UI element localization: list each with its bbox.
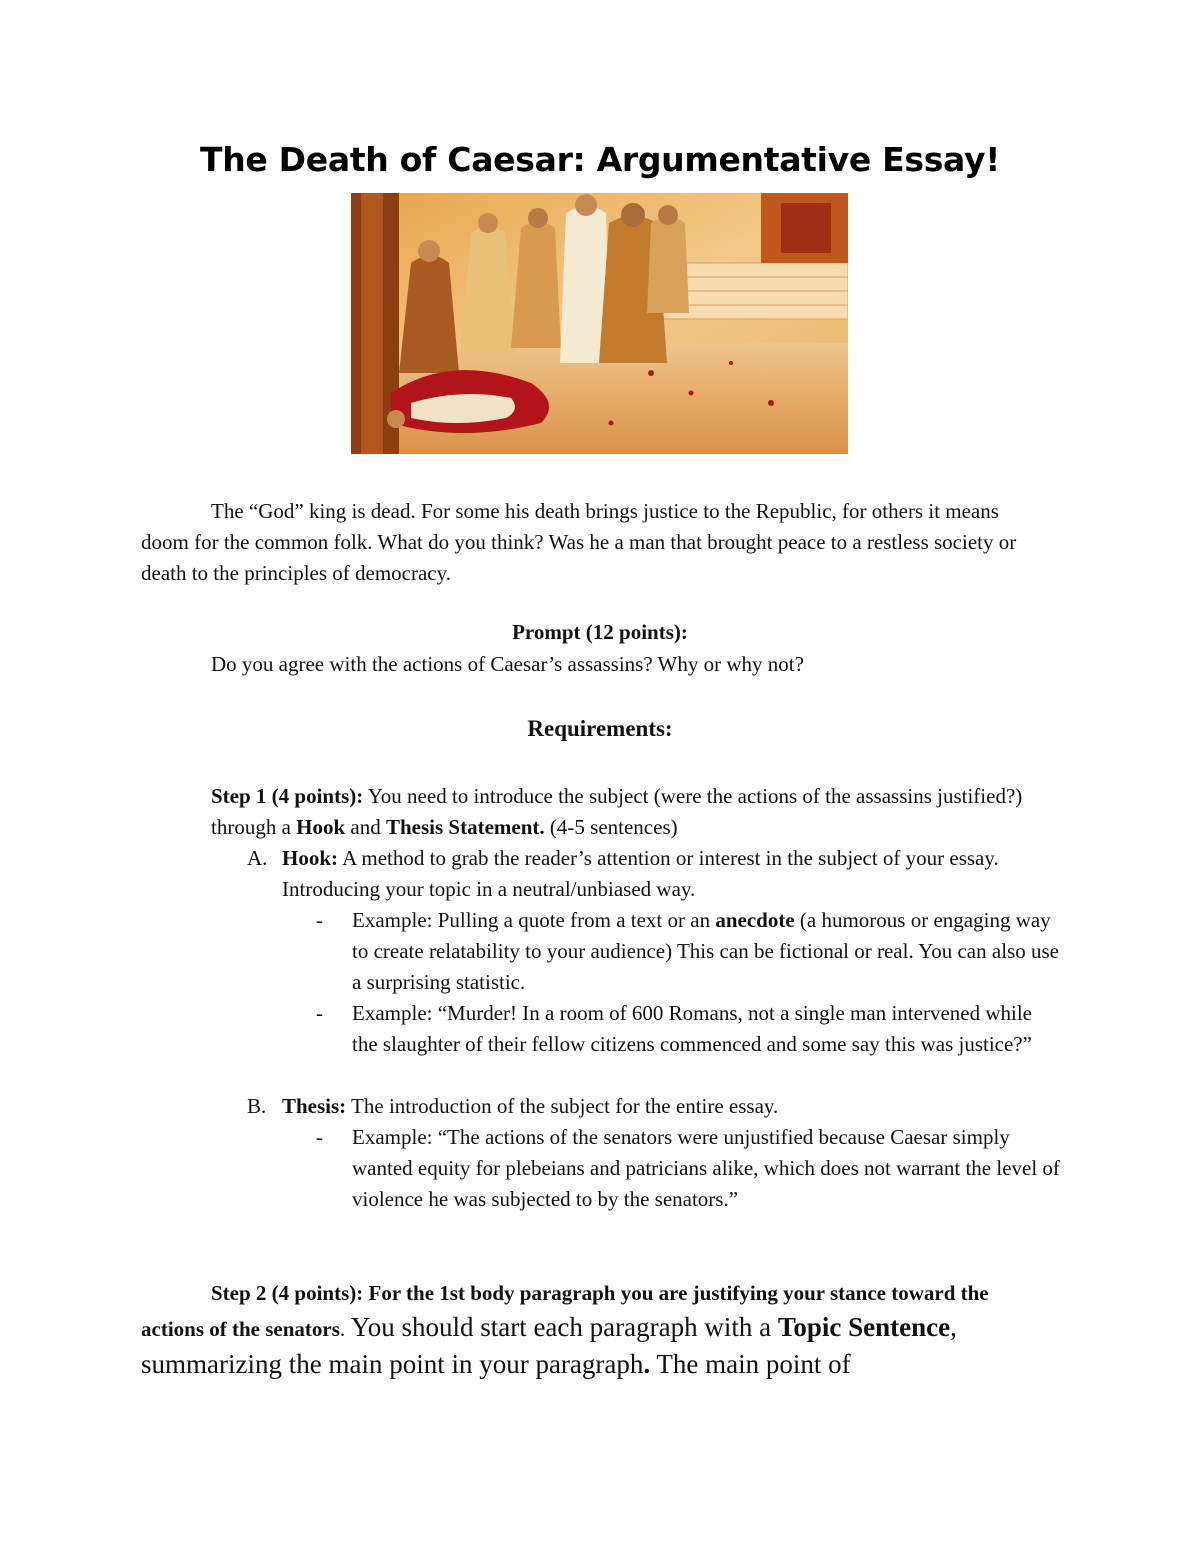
hook-ex1-marker: - — [316, 908, 323, 932]
hook-label: Hook: — [282, 846, 339, 870]
thesis-text: The introduction of the subject for the entire essay. — [346, 1094, 779, 1118]
thesis-item — [247, 1091, 1057, 1122]
step1-hook-word: Hook — [296, 815, 346, 839]
step1-text-b: (4-5 sentences) — [544, 815, 678, 839]
step1-text-a: You need to introduce the subject (were the actions of the assassins justified?) through a — [211, 784, 1023, 839]
hook-ex2-text: Example: “Murder! In a room of 600 Romans, not a single man intervened while the slaughter of their fellow citizens commenced and some say this was justice?” — [352, 1001, 1032, 1056]
hook-ex2-marker: - — [316, 1001, 323, 1025]
prompt-question: Do you agree with the actions of Caesar’s assassins? Why or why not? — [211, 652, 804, 676]
step2-text-c: The main point of — [650, 1349, 851, 1379]
requirements-heading: Requirements: — [527, 716, 673, 741]
hook-ex1-text-a: Example: Pulling a quote from a text or an — [352, 908, 716, 932]
hook-ex1-text-b: (a humorous or engaging way to create relatability to your audience) This can be fictional or real. You can also use a surprising statistic. — [352, 908, 1059, 994]
step2-paragraph — [141, 1278, 1051, 1383]
step2-text-b: , summarizing the main point in your paragraph — [141, 1312, 957, 1379]
step1-label: Step 1 (4 points): — [211, 784, 364, 808]
hook-example-1 — [316, 905, 1061, 998]
step1-thesis-word: Thesis Statement. — [386, 815, 545, 839]
step2-text-a: You should start each paragraph with a — [345, 1312, 778, 1342]
step2-period2: . — [643, 1349, 651, 1379]
thesis-ex-text: Example: “The actions of the senators were unjustified because Caesar simply wanted equity for plebeians and patricians alike, which does not warrant the level of violence he was subjected to by the senators.” — [352, 1125, 1060, 1211]
step1-paragraph — [211, 781, 1041, 843]
prompt-heading: Prompt (12 points): — [512, 620, 688, 644]
thesis-ex-marker: - — [316, 1125, 323, 1149]
thesis-example — [316, 1122, 1061, 1215]
hook-ex1-anecdote: anecdote — [715, 908, 795, 932]
intro-paragraph — [141, 496, 1041, 589]
intro-text: The “God” king is dead. For some his death brings justice to the Republic, for others it means doom for the common folk. What do you think? Was he a man that brought peace to a restless society or death to the principles of democracy. — [141, 499, 1017, 585]
step2-topic-word: Topic Sentence — [777, 1312, 951, 1342]
step2-label: Step 2 (4 points): — [211, 1281, 364, 1305]
step2-bold-text: For the 1st body paragraph you are justifying your stance toward the actions of the senators — [141, 1281, 989, 1341]
step2-period: . — [339, 1317, 346, 1341]
hook-marker: A. — [247, 846, 268, 870]
hook-item — [247, 843, 1057, 905]
painting-illustration — [351, 193, 848, 454]
page-title: The Death of Caesar: Argumentative Essay! — [200, 140, 1000, 179]
thesis-marker: B. — [247, 1094, 267, 1118]
caesar-painting-image — [351, 193, 848, 454]
hook-text: A method to grab the reader’s attention or interest in the subject of your essay. Introducing your topic in a neutral/unbiased way. — [282, 846, 999, 901]
hook-example-2 — [316, 998, 1061, 1060]
thesis-label: Thesis: — [282, 1094, 347, 1118]
step1-and: and — [345, 815, 386, 839]
